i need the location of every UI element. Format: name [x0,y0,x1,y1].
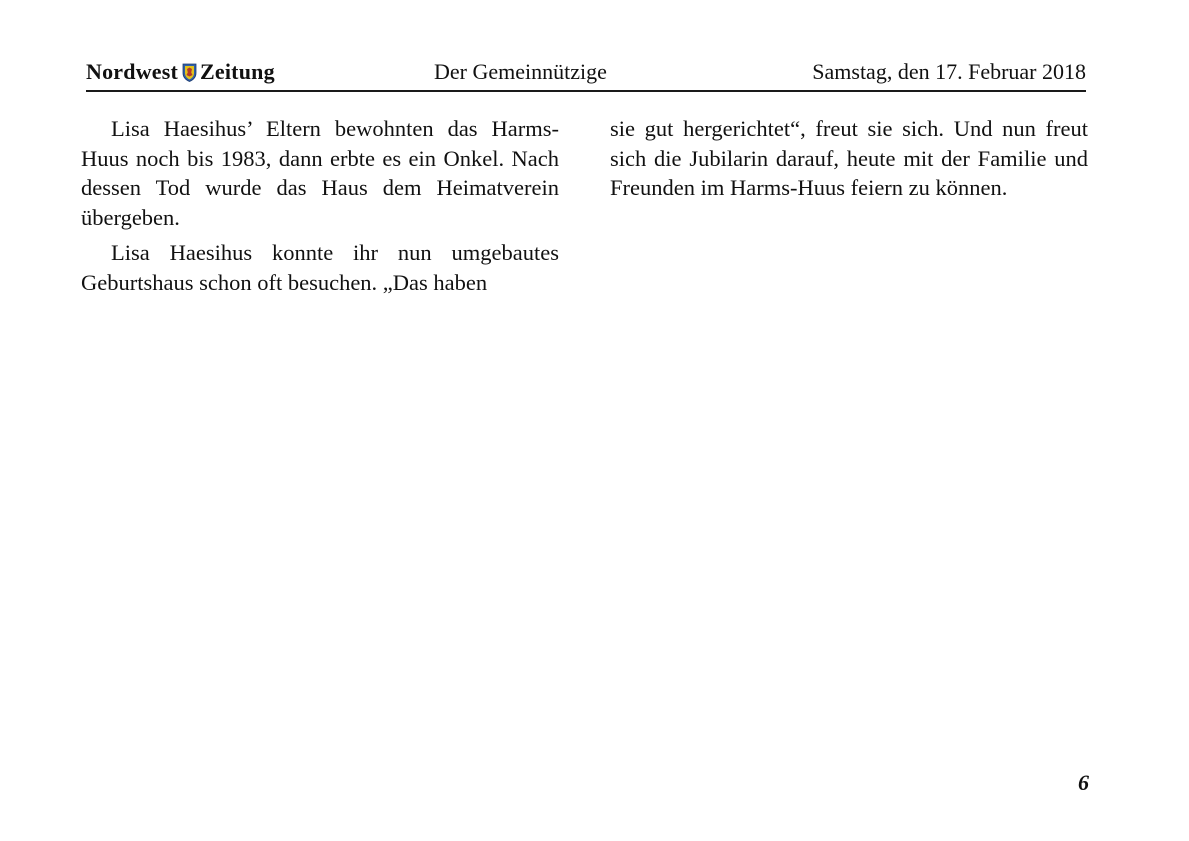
masthead-right-word: Zeitung [200,59,275,84]
section-title: Der Gemeinnützige [434,59,607,84]
article-column-left [81,114,559,303]
masthead-left-word: Nordwest [86,59,179,84]
issue-date: Samstag, den 17. Februar 2018 [812,59,1086,84]
article-column-right [610,114,1088,209]
coat-of-arms-icon [182,61,197,89]
paragraph: Lisa Haesihus’ Eltern bewohnten das Harms-Huus noch bis 1983, dann erbte es ein Onkel. Nach dessen Tod wurde das Haus dem Heimatverein übergeben. [81,116,559,230]
page-header [86,58,1086,92]
page-number: 6 [1078,770,1089,795]
newspaper-masthead [86,58,275,89]
paragraph: Lisa Haesihus konnte ihr nun umgebautes Geburtshaus schon oft besuchen. „Das haben [81,240,559,295]
paragraph: sie gut hergerichtet“, freut sie sich. Und nun freut sich die Jubilarin darauf, heute mit der Familie und Freunden im Harms-Huus feiern zu können. [610,116,1088,200]
